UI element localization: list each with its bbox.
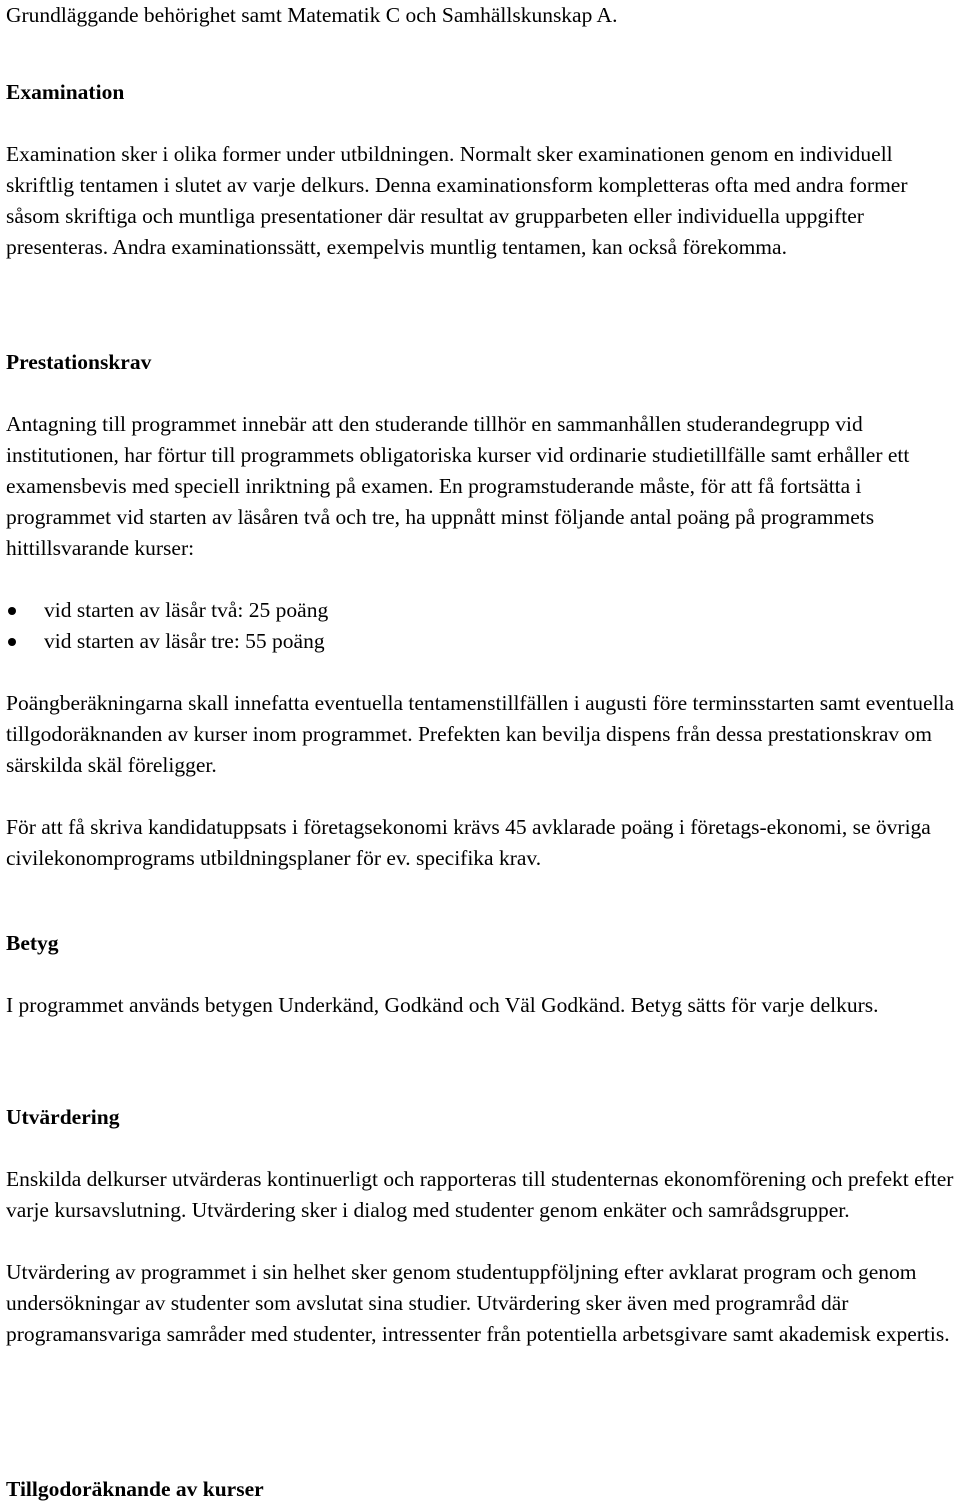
heading-tillgodoraknande: Tillgodoräknande av kurser <box>6 1477 264 1501</box>
prestationskrav-paragraph-2: Poängberäkningarna skall innefatta eventuella tentamenstillfällen i augusti före terminsstarten samt eventuella tillgodoräknanden av kurser inom programmet. Prefekten kan bevilja dispens från dessa prestationskrav om särskilda skäl föreligger. <box>6 691 955 777</box>
list-item <box>6 626 956 657</box>
section-betyg <box>6 928 956 1021</box>
heading-examination: Examination <box>6 80 125 104</box>
betyg-paragraph: I programmet används betygen Underkänd, Godkänd och Väl Godkänd. Betyg sätts för varje delkurs. <box>6 993 879 1017</box>
bullet-icon <box>8 607 16 615</box>
heading-utvardering: Utvärdering <box>6 1105 120 1129</box>
section-examination <box>6 77 956 263</box>
bullet-list <box>6 595 956 657</box>
heading-betyg: Betyg <box>6 931 59 955</box>
list-item-text: vid starten av läsår två: 25 poäng <box>44 598 329 622</box>
utvardering-paragraph-2: Utvärdering av programmet i sin helhet sker genom studentuppföljning efter avklarat program och genom undersökningar av studenter som avslutat sina studier. Utvärdering sker även med programråd där programansvariga samråder med studenter, intressenter från potentiella arbetsgivare samt akademisk expertis. <box>6 1260 950 1346</box>
examination-paragraph: Examination sker i olika former under utbildningen. Normalt sker examinationen genom en individuell skriftlig tentamen i slutet av varje delkurs. Denna examinationsform kompletteras ofta med andra former såsom skriftiga och muntliga presentationer där resultat av grupparbeten eller individuella uppgifter presenteras. Andra examinationssätt, exempelvis muntlig tentamen, kan också förekomma. <box>6 142 908 259</box>
prestationskrav-paragraph: Antagning till programmet innebär att den studerande tillhör en sammanhållen studerandegrupp vid institutionen, har förtur till programmets obligatoriska kurser vid ordinarie studietillfälle samt erhåller ett examensbevis med speciell inriktning på examen. En programstuderande måste, för att få fortsätta i programmet vid starten av läsåren två och tre, ha uppnått minst följande antal poäng på programmets hittillsvarande kurser: <box>6 412 910 560</box>
heading-prestationskrav: Prestationskrav <box>6 350 152 374</box>
utvardering-paragraph: Enskilda delkurser utvärderas kontinuerligt och rapporteras till studenternas ekonomförening och prefekt efter varje kursavslutning. Utvärdering sker i dialog med studenter genom enkäter och samrådsgrupper. <box>6 1167 954 1222</box>
intro-text: Grundläggande behörighet samt Matematik C och Samhällskunskap A. <box>6 3 618 27</box>
section-utvardering <box>6 1102 956 1350</box>
prestationskrav-paragraph-3: För att få skriva kandidatuppsats i företagsekonomi krävs 45 avklarade poäng i företags-ekonomi, se övriga civilekonomprograms utbildningsplaner för ev. specifika krav. <box>6 815 931 870</box>
list-item <box>6 595 956 626</box>
list-item-text: vid starten av läsår tre: 55 poäng <box>44 629 325 653</box>
section-prestationskrav <box>6 347 956 874</box>
bullet-icon <box>8 638 16 646</box>
section-tillgodoraknande <box>6 1474 956 1505</box>
